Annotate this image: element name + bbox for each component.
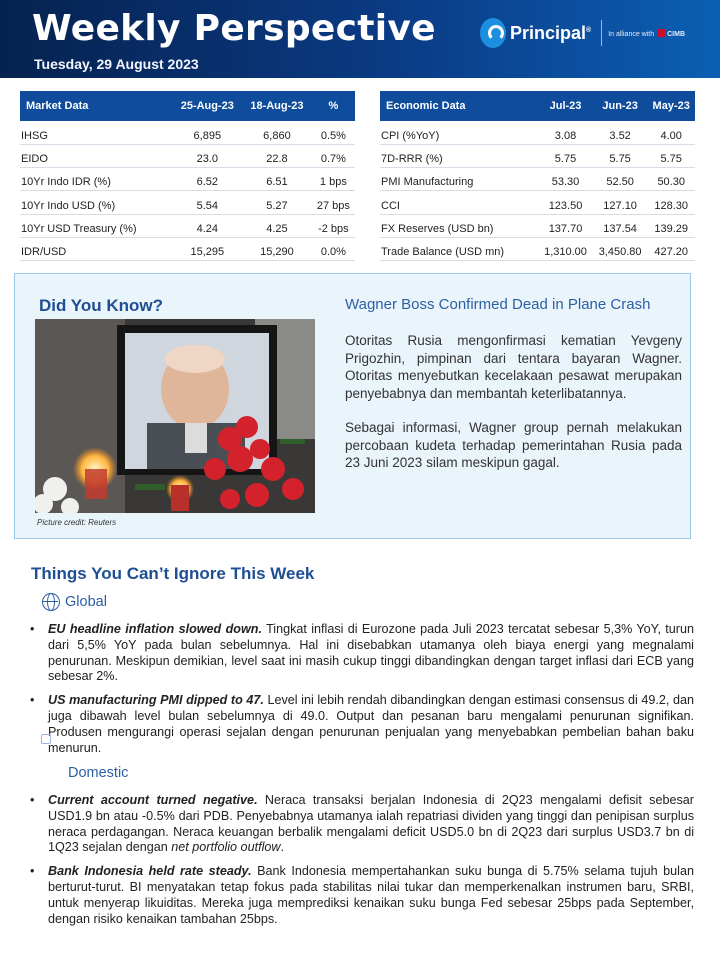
table-cell: 4.25	[242, 214, 312, 237]
news-paragraph: Sebagai informasi, Wagner group pernah melakukan percobaan kudeta terhadap pemerintahan Rusia pada 23 Juni 2023 silam meskipun gagal.	[345, 420, 682, 470]
table-cell: 4.24	[173, 214, 243, 237]
news-item-headline: Current account turned negative.	[48, 793, 258, 807]
row-label: EIDO	[20, 144, 173, 167]
table-cell: 50.30	[647, 168, 695, 191]
table-row	[380, 191, 695, 214]
table-row	[20, 214, 355, 237]
column-header: Jun-23	[593, 91, 648, 121]
brand-divider	[601, 20, 602, 46]
table-row	[20, 121, 355, 144]
news-item-text: Tingkat inflasi di Eurozone pada Juli 2023 tercatat sebesar 5,3% YoY, turun dari 5,5% YoY pada bulan sebelumnya. Hal ini disebabkan utamanya oleh biaya energi yang megnalami penurunan. Meskipun demikian, level saat ini masih cukup tinggi dibandingkan dengan target inflasi dari ECB yang sebesar 2%.	[48, 622, 694, 684]
table-cell: 3.52	[593, 121, 648, 144]
column-header: 18-Aug-23	[242, 91, 312, 121]
domestic-icon	[41, 734, 51, 744]
table-row	[20, 168, 355, 191]
column-header: Jul-23	[538, 91, 593, 121]
news-item-emphasis: net portfolio outflow	[171, 840, 281, 855]
table-cell: 4.00	[647, 121, 695, 144]
news-item	[26, 622, 694, 685]
table-cell: 5.75	[593, 144, 648, 167]
news-item-headline: US manufacturing PMI dipped to 47.	[48, 693, 264, 708]
table-row	[380, 144, 695, 167]
table-cell: 15,290	[242, 237, 312, 260]
market-data-table	[20, 91, 355, 261]
cimb-logo-icon	[657, 29, 665, 37]
table-row	[380, 168, 695, 191]
table-cell: 27 bps	[312, 191, 355, 214]
column-header: May-23	[647, 91, 695, 121]
global-heading: Global	[42, 593, 107, 611]
table-cell: 5.75	[538, 144, 593, 167]
row-label: CCI	[380, 191, 538, 214]
table-row	[20, 237, 355, 260]
table-cell: 5.27	[242, 191, 312, 214]
table-cell: 427.20	[647, 237, 695, 260]
table-row	[20, 144, 355, 167]
table-cell: 1 bps	[312, 168, 355, 191]
table-cell: 137.54	[593, 214, 648, 237]
table-row	[380, 121, 695, 144]
table-row	[380, 237, 695, 260]
table-header-row	[380, 91, 695, 121]
domestic-news-list	[26, 793, 694, 935]
news-item-text: Neraca transaksi berjalan Indonesia di 2Q23 mengalami defisit sebesar USD1.9 bn atau -0.5% dari PDB. Penyebabnya utamanya ialah repatriasi dividen yang tinggi dan penipisan surplus neraca perdagangan. Neraca keuangan berbalik mengalami deficit USD5.0 bn di 2Q23 dari surplus USD3.7 bn di 1Q23 sejalan dengan	[48, 793, 694, 855]
did-you-know-title: Did You Know?	[39, 296, 164, 315]
economic-data-table	[380, 91, 695, 261]
table-cell: 0.7%	[312, 144, 355, 167]
principal-logo-icon	[480, 18, 506, 48]
table-row	[20, 191, 355, 214]
news-paragraph: Otoritas Rusia mengonfirmasi kematian Yevgeny Prigozhin, pimpinan dari tentara bayaran Wagner. Otoritas menyebutkan kecelakaan pesawat merupakan penyebabnya dan membantah keterlibatannya.	[345, 333, 682, 401]
table-cell: 128.30	[647, 191, 695, 214]
publication-date: Tuesday, 29 August 2023	[34, 56, 199, 72]
news-photo	[35, 319, 315, 513]
news-item-text: Bank Indonesia mempertahankan suku bunga di 5.75% selama tujuh bulan berturut-turut. BI menyatakan tetap fokus pada stabilitas nilai tukar dan memperkenalkan instrumen baru, SRBI, untuk menyerap likuiditas. Mereka juga memprediksi kenaikan suku bunga Fed sebesar 25bps pada September, dengan risiko kenaikan tambahan 25bps.	[48, 864, 694, 926]
table-cell: 22.8	[242, 144, 312, 167]
column-header: 25-Aug-23	[173, 91, 243, 121]
table-header-row	[20, 91, 355, 121]
news-item-text: Level ini lebih rendah dibandingkan dengan estimasi consensus di 49.2, dan juga dibawah level bulan sebelumnya di 49.0. Output dan pesanan baru mengalami penurunan signifikan. Produsen mengurangi operasi sejalan dengan penurunan penjualan yang menyebabkan pembelian bahan baku menurun.	[48, 693, 694, 755]
header-banner	[0, 0, 720, 78]
table-cell: 3.08	[538, 121, 593, 144]
news-item	[26, 864, 694, 927]
row-label: Trade Balance (USD mn)	[380, 237, 538, 260]
alliance-text: In alliance with CIMB	[608, 30, 686, 38]
table-row	[380, 214, 695, 237]
news-item-headline: Bank Indonesia held rate steady.	[48, 864, 252, 879]
row-label: FX Reserves (USD bn)	[380, 214, 538, 237]
global-news-list	[26, 622, 694, 764]
domestic-heading: Domestic	[68, 765, 129, 781]
row-label: IHSG	[20, 121, 173, 144]
table-cell: 1,310.00	[538, 237, 593, 260]
table-cell: 6.51	[242, 168, 312, 191]
news-item-tail: .	[280, 840, 284, 855]
table-cell: 0.0%	[312, 237, 355, 260]
memorial-photo-illustration	[35, 319, 315, 513]
table-cell: 52.50	[593, 168, 648, 191]
column-header: Market Data	[20, 91, 173, 121]
table-cell: 5.54	[173, 191, 243, 214]
table-cell: 15,295	[173, 237, 243, 260]
row-label: 10Yr Indo USD (%)	[20, 191, 173, 214]
news-item	[26, 793, 694, 856]
table-cell: 5.75	[647, 144, 695, 167]
page-title: Weekly Perspective	[32, 8, 436, 49]
table-cell: 137.70	[538, 214, 593, 237]
table-cell: 139.29	[647, 214, 695, 237]
globe-icon	[42, 593, 60, 611]
table-cell: 0.5%	[312, 121, 355, 144]
row-label: 7D-RRR (%)	[380, 144, 538, 167]
row-label: CPI (%YoY)	[380, 121, 538, 144]
table-cell: 6.52	[173, 168, 243, 191]
row-label: IDR/USD	[20, 237, 173, 260]
row-label: PMI Manufacturing	[380, 168, 538, 191]
row-label: 10Yr USD Treasury (%)	[20, 214, 173, 237]
table-cell: -2 bps	[312, 214, 355, 237]
news-headline: Wagner Boss Confirmed Dead in Plane Crash	[345, 296, 651, 313]
table-cell: 6,895	[173, 121, 243, 144]
brand-logo	[480, 18, 685, 48]
table-cell: 127.10	[593, 191, 648, 214]
column-header: Economic Data	[380, 91, 538, 121]
brand-name: Principal®	[510, 22, 592, 43]
news-body	[345, 332, 682, 489]
section-title: Things You Can’t Ignore This Week	[31, 564, 315, 583]
column-header: %	[312, 91, 355, 121]
news-item-headline: EU headline inflation slowed down.	[48, 622, 262, 636]
table-cell: 3,450.80	[593, 237, 648, 260]
row-label: 10Yr Indo IDR (%)	[20, 168, 173, 191]
table-cell: 6,860	[242, 121, 312, 144]
news-item	[26, 693, 694, 756]
did-you-know-panel	[14, 273, 691, 539]
table-cell: 23.0	[173, 144, 243, 167]
table-cell: 123.50	[538, 191, 593, 214]
table-cell: 53.30	[538, 168, 593, 191]
photo-caption: Picture credit: Reuters	[37, 518, 117, 527]
